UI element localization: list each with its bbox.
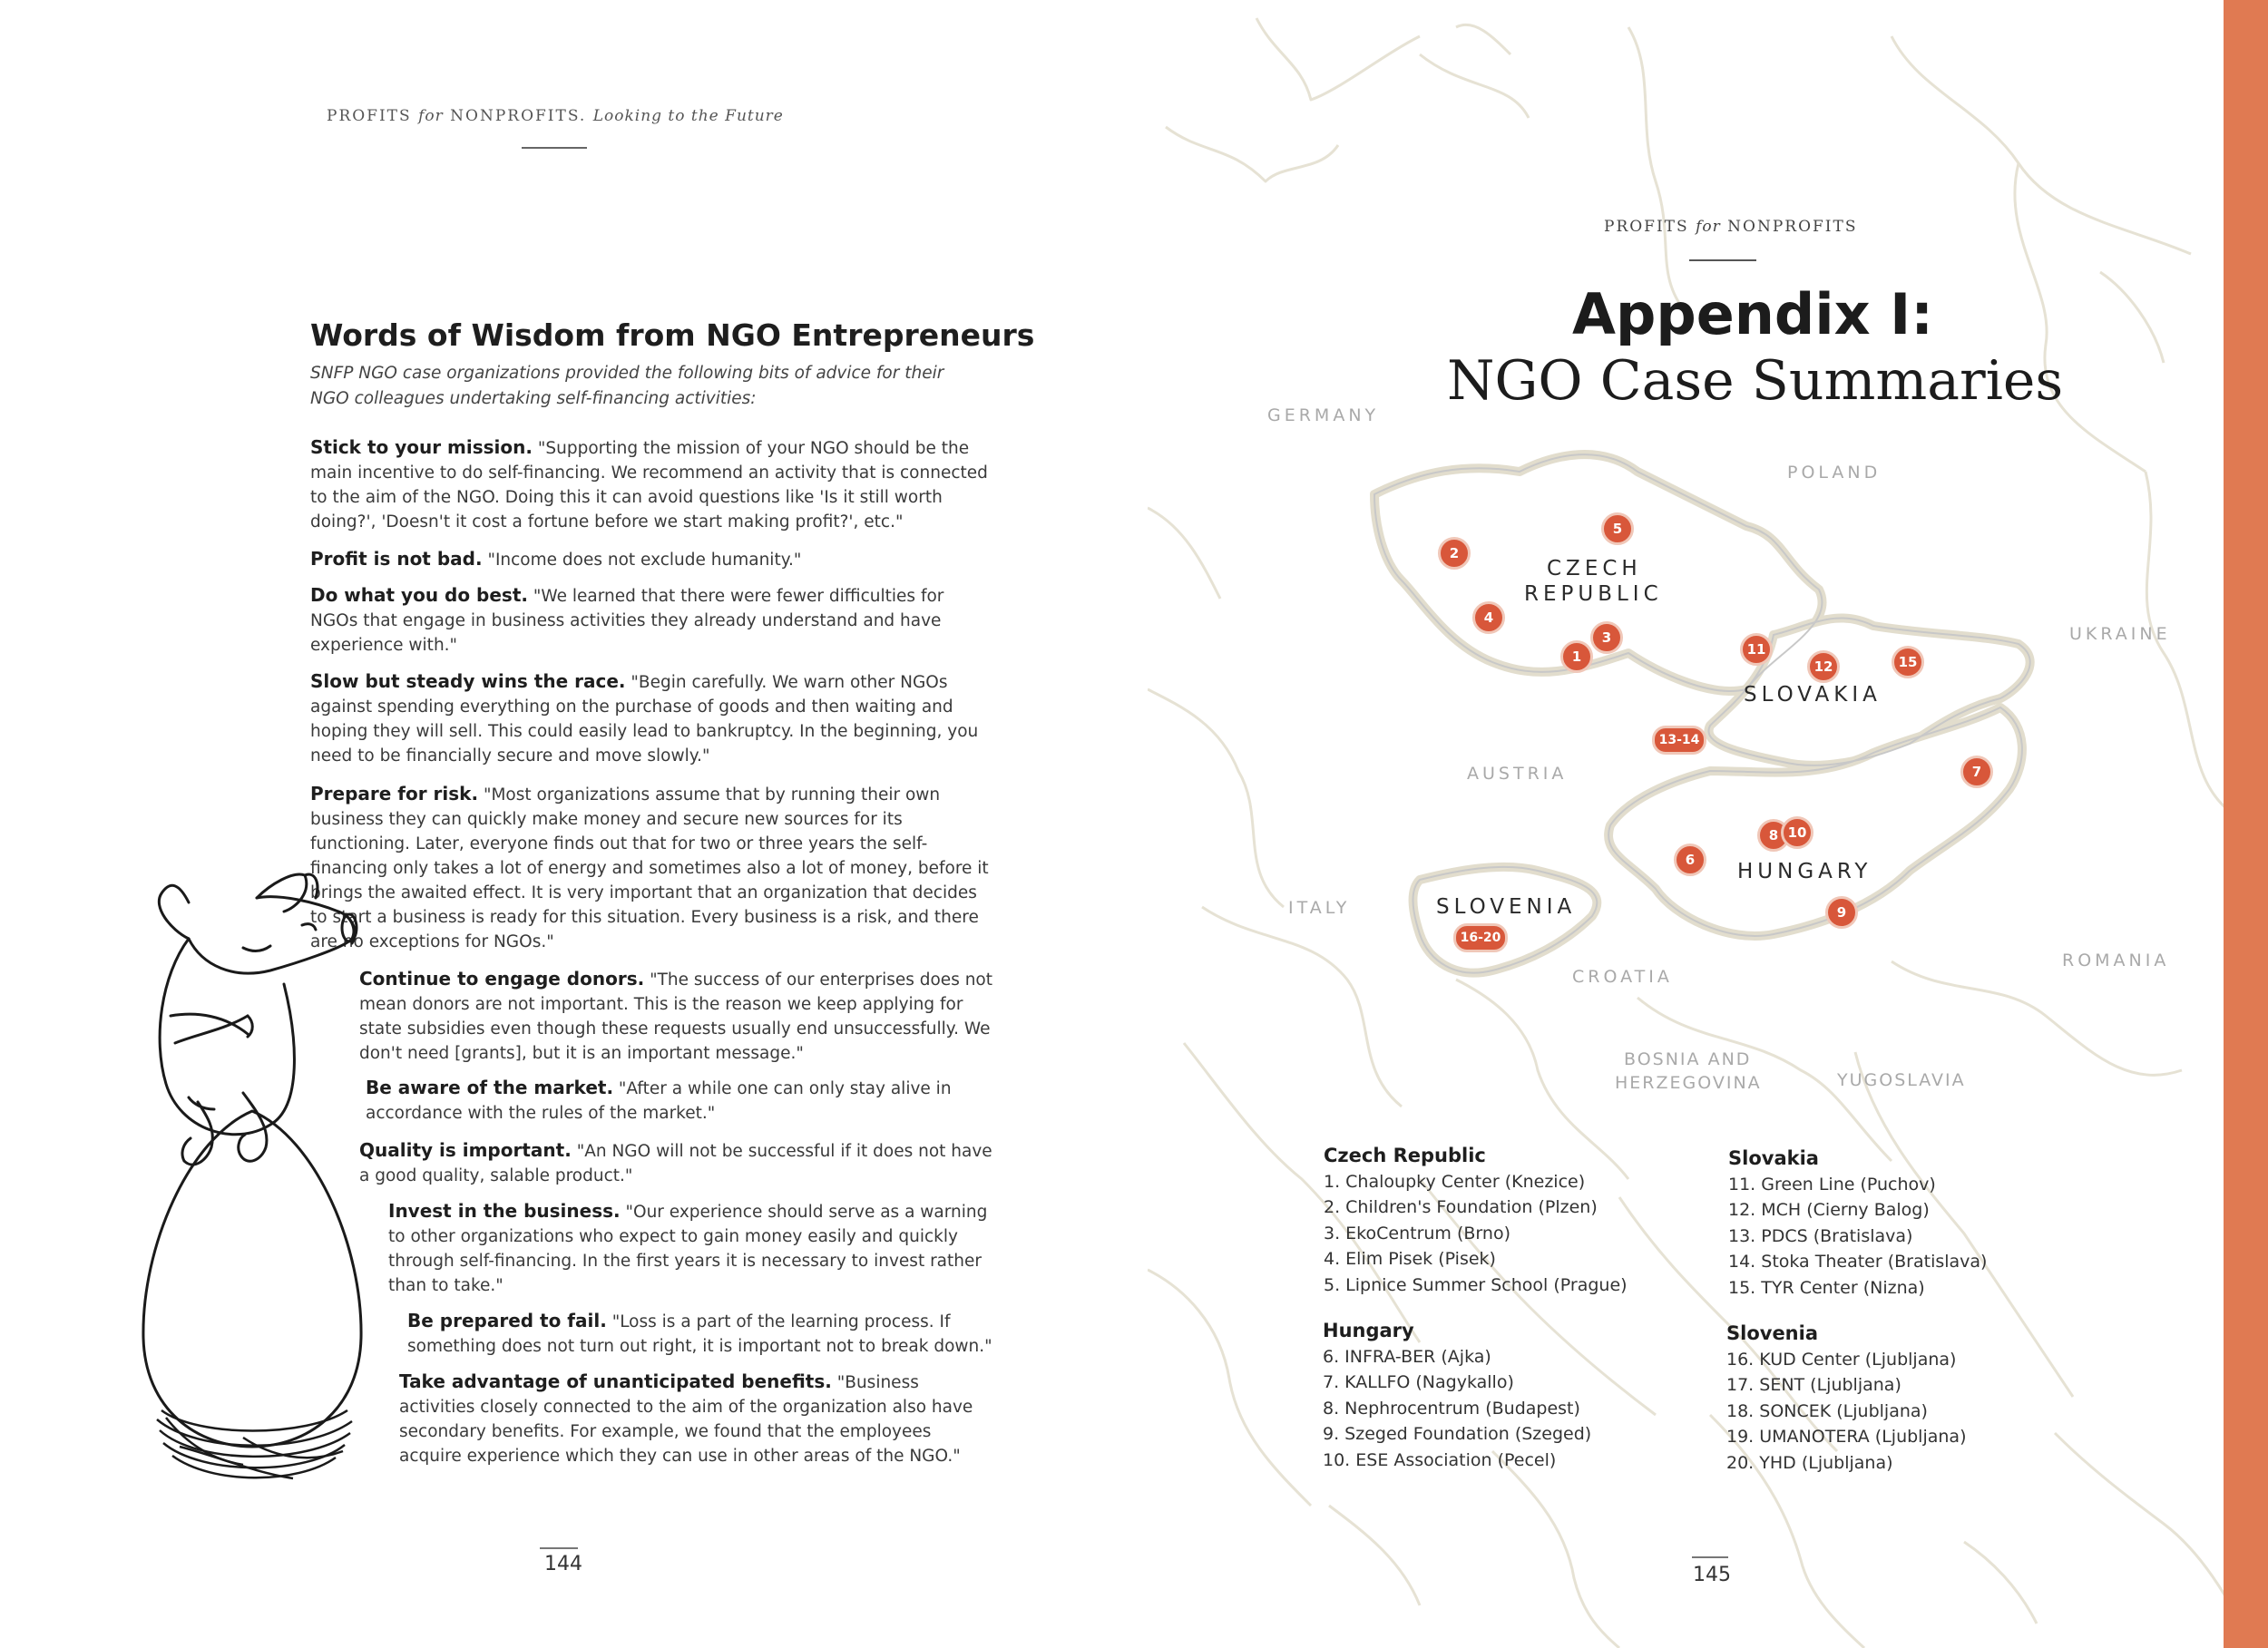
running-head: PROFITS for NONPROFITS (1604, 218, 1858, 236)
list-item: 14. Stoka Theater (Bratislava) (1728, 1252, 1988, 1272)
map-label-ukraine: UKRAINE (2069, 624, 2171, 644)
pig-on-egg-illustration (134, 866, 370, 1492)
map-label-bosnia: BOSNIA AND (1624, 1049, 1752, 1069)
map-marker: 6 (1674, 844, 1706, 876)
page-number-rule (540, 1547, 578, 1549)
right-page (1148, 0, 2268, 1648)
case-list-hungary: Hungary 6. INFRA-BER (Ajka) 7. KALLFO (Nagykallo) 8. Nephrocentrum (Budapest) 9. Szeged Foundation (Szeged) 10. ESE Association (Pecel) (1323, 1318, 1591, 1473)
map-marker: 12 (1807, 650, 1840, 683)
case-list-slovakia: Slovakia 11. Green Line (Puchov) 12. MCH (Cierny Balog) 13. PDCS (Bratislava) 14. Stoka Theater (Bratislava) 15. TYR Center (Nizna) (1728, 1146, 1987, 1301)
map-label-poland: POLAND (1787, 463, 1882, 483)
map-label-hungary: HUNGARY (1737, 860, 1872, 883)
map-marker: 10 (1781, 816, 1813, 849)
map-marker: 9 (1825, 896, 1858, 929)
map-marker: 4 (1472, 601, 1505, 634)
map-label-austria: AUSTRIA (1467, 764, 1568, 784)
advice-paragraph: Continue to engage donors. "The success of our enterprises does not mean donors are not important. This is the reason we keep applying for state subsidies even though these requests usually end unsuccessfully. We don't need [grants], but it is an important message." (359, 968, 993, 1063)
page-number-rule (1692, 1556, 1728, 1558)
advice-paragraph: Be aware of the market. "After a while one can only stay alive in accordance with the rules of the market." (366, 1077, 952, 1123)
list-item: 6. INFRA-BER (Ajka) (1323, 1346, 1491, 1367)
map-marker: 13-14 (1652, 726, 1706, 755)
list-item: 12. MCH (Cierny Balog) (1728, 1200, 1930, 1220)
map-label-croatia: CROATIA (1572, 967, 1673, 987)
map-marker: 7 (1960, 756, 1993, 788)
list-item: 8. Nephrocentrum (Budapest) (1323, 1398, 1580, 1419)
advice-paragraph: Invest in the business. "Our experience should serve as a warning to other organizations who expect to gain money easily and quickly through self-financing. In the first years it is necessary to invest rather than to take." (388, 1200, 988, 1295)
map-label-slovakia: SLOVAKIA (1744, 683, 1882, 707)
list-item: 17. SENT (Ljubljana) (1726, 1375, 1901, 1395)
case-list-slovenia: Slovenia 16. KUD Center (Ljubljana) 17. SENT (Ljubljana) 18. SONCEK (Ljubljana) 19. UMANOTERA (Ljubljana) 20. YHD (Ljubljana) (1726, 1321, 1966, 1476)
appendix-title: Appendix I: (1572, 281, 1934, 347)
list-item: 19. UMANOTERA (Ljubljana) (1726, 1427, 1967, 1447)
map-marker: 11 (1740, 633, 1773, 666)
list-item: 9. Szeged Foundation (Szeged) (1323, 1424, 1592, 1444)
map-marker: 8 (1757, 819, 1790, 852)
list-item: 15. TYR Center (Nizna) (1728, 1277, 1925, 1298)
list-item: 3. EkoCentrum (Brno) (1324, 1223, 1510, 1243)
map-label-italy: ITALY (1288, 898, 1351, 918)
list-item: 1. Chaloupky Center (Knezice) (1324, 1171, 1586, 1192)
list-item: 11. Green Line (Puchov) (1728, 1174, 1936, 1195)
map-marker: 3 (1590, 621, 1623, 654)
advice-paragraph: Quality is important. "An NGO will not be successful if it does not have a good quality, salable product." (359, 1139, 992, 1185)
advice-paragraph: Take advantage of unanticipated benefits. "Business activities closely connected to the aim of the organization also have secondary benefits. For example, we found that the employees acquire experience which they can use in other areas of the NGO." (399, 1370, 973, 1466)
map-label-czech: CZECH (1547, 557, 1642, 580)
map-label-romania: ROMANIA (2062, 951, 2170, 970)
map-label-slovenia: SLOVENIA (1436, 895, 1577, 919)
advice-paragraph: Profit is not bad. "Income does not exclude humanity." (310, 548, 802, 570)
list-item: 13. PDCS (Bratislava) (1728, 1225, 1913, 1246)
list-item: 5. Lipnice Summer School (Prague) (1324, 1274, 1628, 1295)
section-title: Words of Wisdom from NGO Entrepreneurs (310, 317, 1035, 353)
map-label-herzegovina: HERZEGOVINA (1615, 1073, 1762, 1093)
map-marker: 15 (1892, 646, 1924, 678)
advice-paragraph: Do what you do best. "We learned that there were fewer difficulties for NGOs that engage in business activities they already understand and have experience with." (310, 584, 944, 655)
map-label-republic: REPUBLIC (1524, 582, 1663, 606)
map-marker: 1 (1560, 640, 1593, 673)
list-item: 10. ESE Association (Pecel) (1323, 1449, 1557, 1470)
list-item: 18. SONCEK (Ljubljana) (1726, 1400, 1928, 1421)
list-item: 7. KALLFO (Nagykallo) (1323, 1372, 1514, 1392)
advice-paragraph: Be prepared to fail. "Loss is a part of the learning process. If something does not turn out right, it is important not to break down." (407, 1310, 992, 1356)
advice-paragraph: Slow but steady wins the race. "Begin carefully. We warn other NGOs against spending everything on the purchase of goods and then waiting and hoping they will sell. This could easily lead to bankruptcy. In the beginning, you need to be financially secure and move slowly." (310, 670, 979, 765)
head-rule (1689, 259, 1756, 261)
head-rule (522, 147, 587, 149)
advice-paragraph: Stick to your mission. "Supporting the mission of your NGO should be the main incentive to do self-financing. We recommend an activity that is connected to the aim of the NGO. Doing this it can avoid questions like 'Is it still worth doing?', 'Doesn't it cost a fortune before we start making profit?', etc." (310, 436, 988, 531)
list-item: 16. KUD Center (Ljubljana) (1726, 1349, 1957, 1370)
case-list-czech: Czech Republic 1. Chaloupky Center (Knezice) 2. Children's Foundation (Plzen) 3. EkoCentrum (Brno) 4. Elim Pisek (Pisek) 5. Lipnice Summer School (Prague) (1324, 1143, 1628, 1298)
advice-paragraph: Prepare for risk. "Most organizations assume that by running their own business they can quickly make money and secure new sources for its functioning. Later, everyone finds out that for two or three years the self-financing only takes a lot of energy and sometimes also a lot of money, before it brings the awaited effect. It is very important that an organization that decides to start a business is ready for this situation. Every business is a risk, and there are no exceptions for NGOs." (310, 783, 989, 951)
map-marker: 2 (1438, 537, 1471, 570)
page-number: 145 (1693, 1564, 1731, 1586)
map-label-yugoslavia: YUGOSLAVIA (1837, 1070, 1966, 1090)
central-europe-map (1148, 0, 2268, 1648)
map-marker: 5 (1601, 512, 1634, 545)
section-intro: SNFP NGO case organizations provided the following bits of advice for their NGO colleagues undertaking self-financing activities: (310, 364, 944, 408)
list-item: 4. Elim Pisek (Pisek) (1324, 1249, 1496, 1269)
list-item: 20. YHD (Ljubljana) (1726, 1452, 1893, 1473)
page-number: 144 (544, 1553, 582, 1575)
page-edge-color-bar (2224, 0, 2268, 1648)
running-head: PROFITS for NONPROFITS. Looking to the Future (327, 107, 784, 125)
map-label-germany: GERMANY (1267, 405, 1380, 425)
appendix-subtitle: NGO Case Summaries (1447, 349, 2064, 413)
list-item: 2. Children's Foundation (Plzen) (1324, 1197, 1598, 1217)
map-marker: 16-20 (1453, 923, 1508, 952)
